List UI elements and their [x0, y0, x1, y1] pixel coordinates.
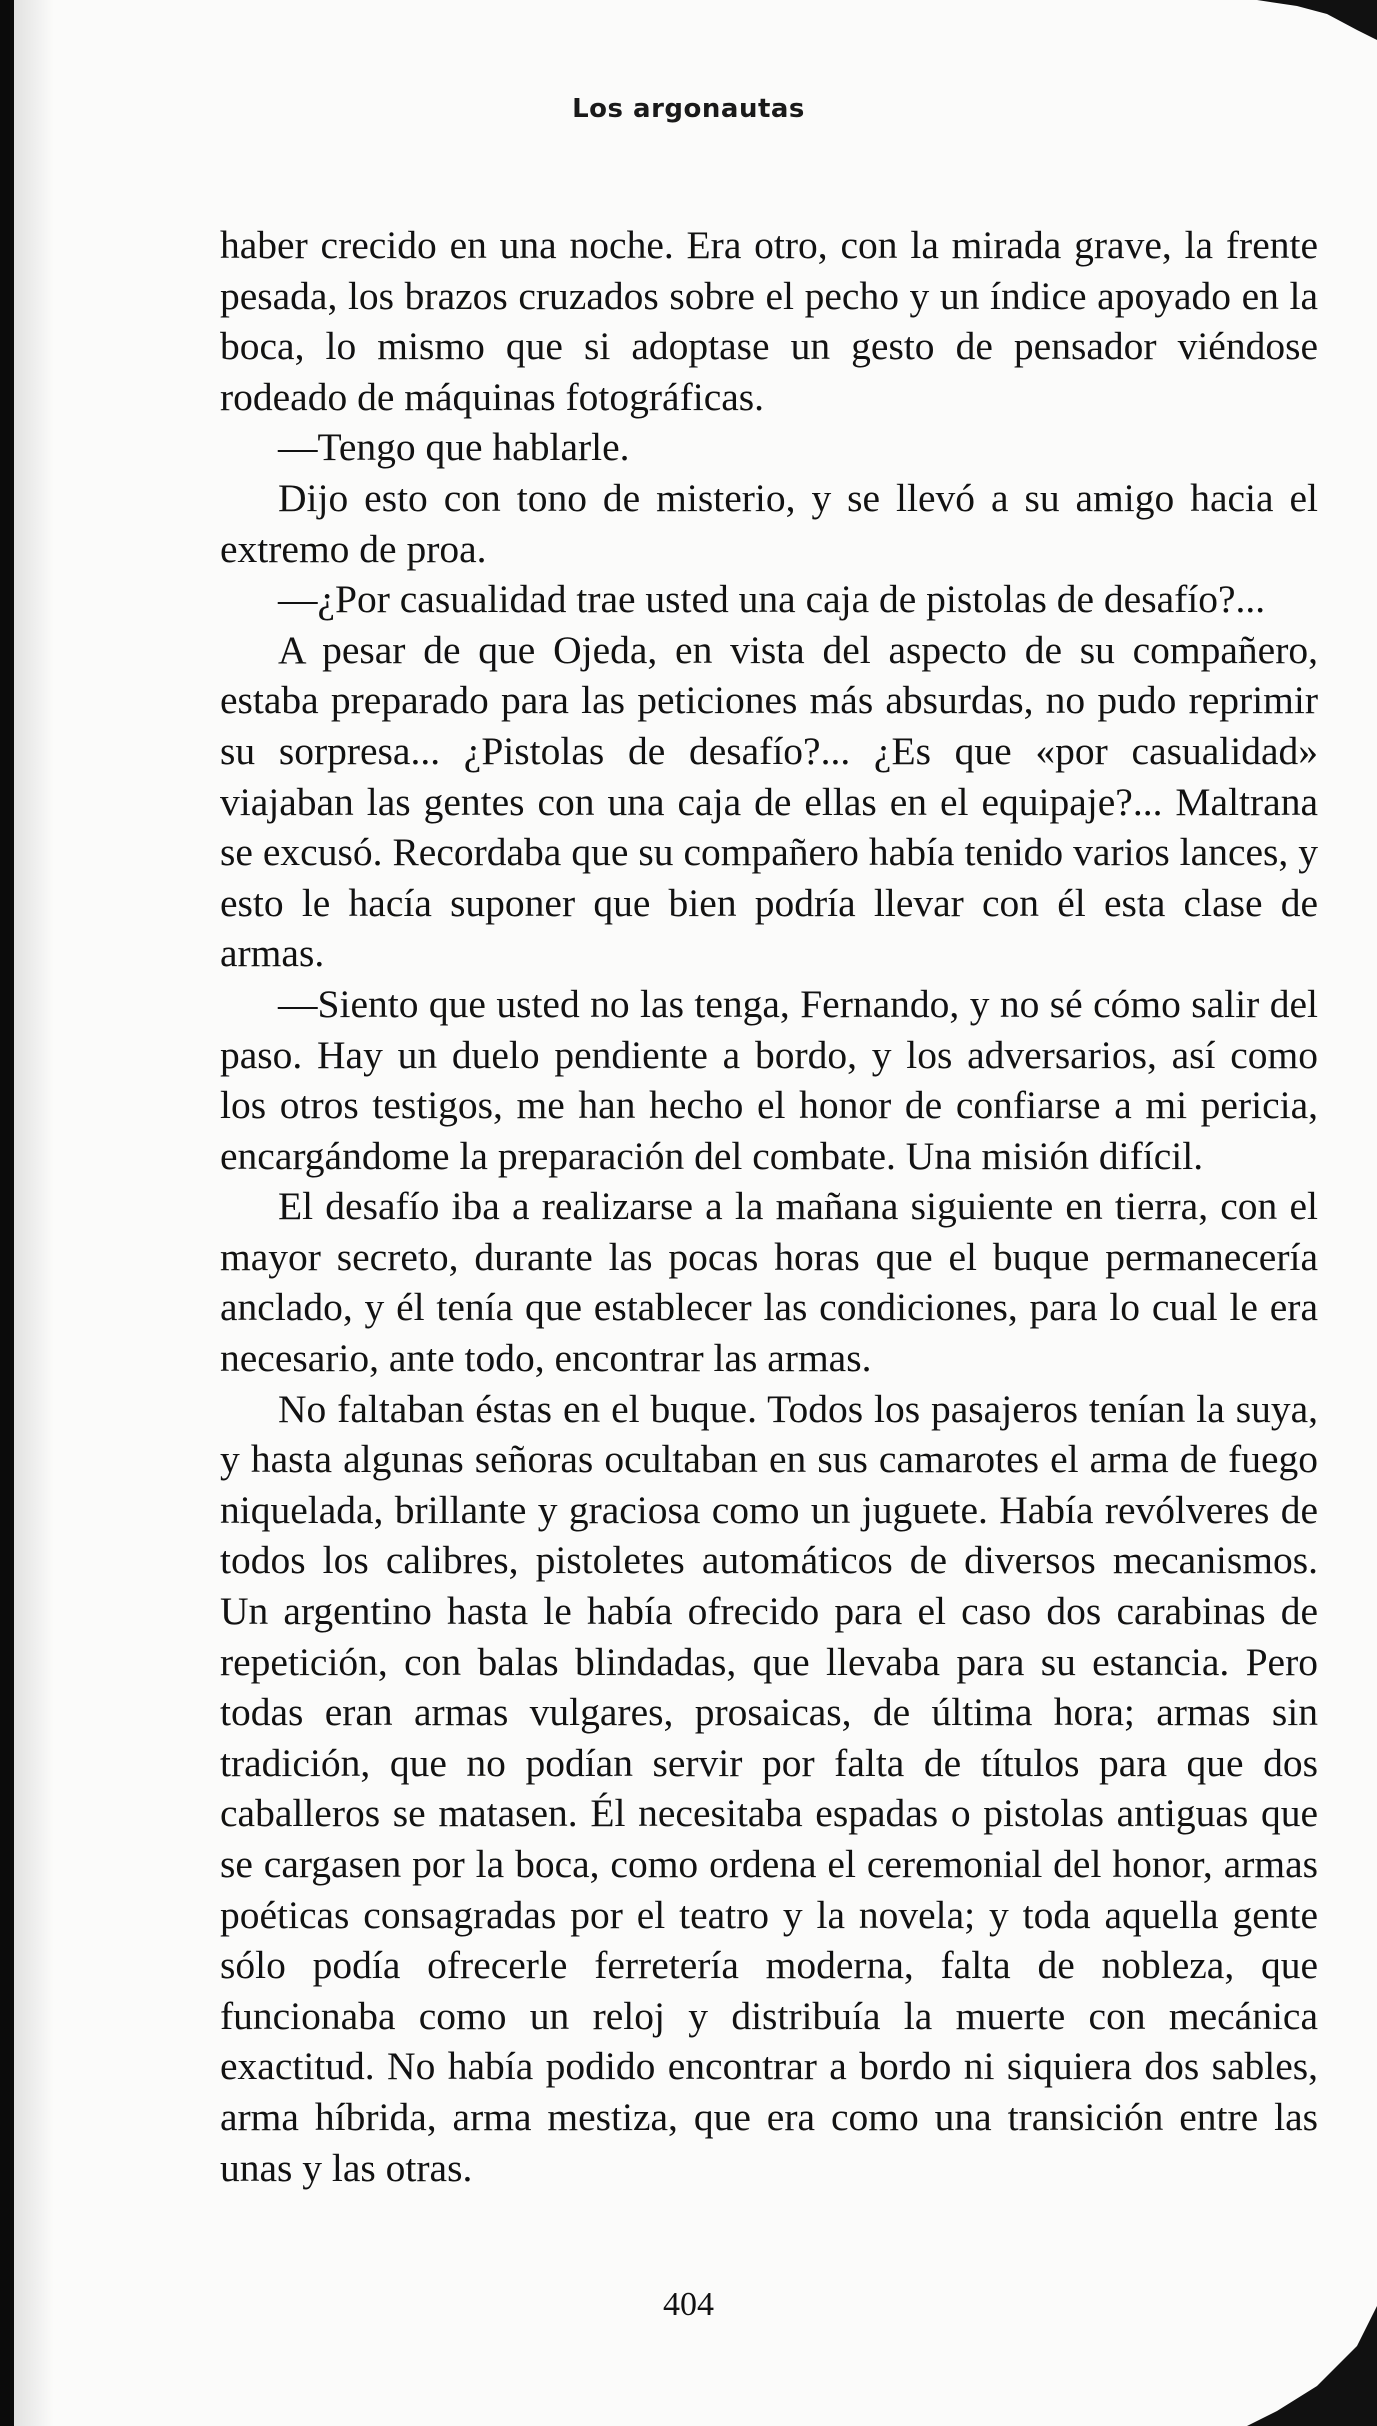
paragraph-3: Dijo esto con tono de misterio, y se llevó a su amigo hacia el extremo de proa.: [220, 475, 1318, 571]
scan-corner-top: [1237, 0, 1377, 40]
paragraph-6: —Siento que usted no las tenga, Fernando, y no sé cómo salir del paso. Hay un duelo pendiente a bordo, y los adversarios, así como los otros testigos, me han hecho el honor de confiarse a mi pericia, encargándome la preparación del combate. Una misión difícil.: [220, 981, 1318, 1178]
page-number: 404: [663, 2286, 714, 2323]
paragraph-5: A pesar de que Ojeda, en vista del aspecto de su compañero, estaba preparado para las peticiones más absurdas, no pudo reprimir su sorpresa... ¿Pistolas de desafío?... ¿Es que «por casualidad» viajaban las gentes con una caja de ellas en el equipaje?... Maltrana se excusó. Recordaba que su compañero había tenido varios lances, y esto le hacía suponer que bien podría llevar con él esta clase de armas.: [220, 627, 1318, 976]
scan-left-edge: [0, 0, 14, 2426]
paragraph-4: —¿Por casualidad trae usted una caja de pistolas de desafío?...: [278, 577, 1266, 622]
scan-corner-bottom: [1247, 2306, 1377, 2426]
paragraph-7: El desafío iba a realizarse a la mañana siguiente en tierra, con el mayor secreto, durante las pocas horas que el buque permanecería anclado, y él tenía que establecer las condiciones, para lo cual le era necesario, ante todo, encontrar las armas.: [220, 1184, 1318, 1381]
body-text: [220, 220, 1318, 2193]
scan-left-shadow: [14, 0, 54, 2426]
paragraph-1: haber crecido en una noche. Era otro, con la mirada grave, la frente pesada, los brazos cruzados sobre el pecho y un índice apoyado en la boca, lo mismo que si adoptase un gesto de pensador viéndose rodeado de máquinas fotográficas.: [220, 223, 1318, 419]
paragraph-8: No faltaban éstas en el buque. Todos los pasajeros tenían la suya, y hasta algunas señoras ocultaban en sus camarotes el arma de fuego niquelada, brillante y graciosa como un juguete. Había revólveres de todos los calibres, pistoletes automáticos de diversos mecanismos. Un argentino hasta le había ofrecido para el caso dos carabinas de repetición, con balas blindadas, que llevaba para su estancia. Pero todas eran armas vulgares, prosaicas, de última hora; armas sin tradición, que no podían servir por falta de títulos para que dos caballeros se matasen. Él necesitaba espadas o pistolas antiguas que se cargasen por la boca, como ordena el ceremonial del honor, armas poéticas consagradas por el teatro y la novela; y toda aquella gente sólo podía ofrecerle ferretería moderna, falta de nobleza, que funcionaba como un reloj y distribuía la muerte con mecánica exactitud. No había podido encontrar a bordo ni siquiera dos sables, arma híbrida, arma mestiza, que era como una transición entre las unas y las otras.: [220, 1386, 1318, 2190]
paragraph-2: —Tengo que hablarle.: [278, 425, 630, 470]
running-header: Los argonautas: [572, 94, 805, 124]
